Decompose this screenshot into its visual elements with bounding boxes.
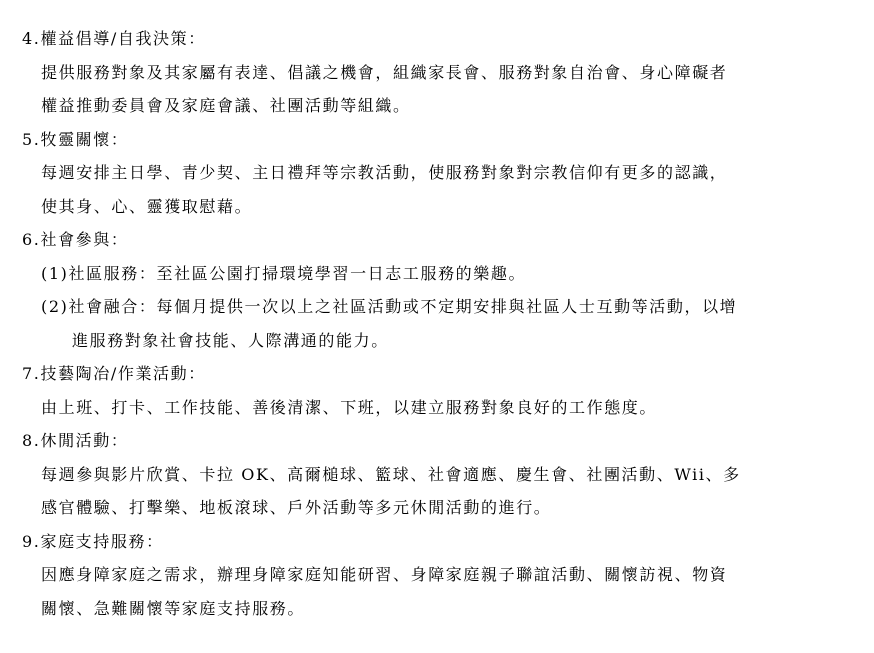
section-6-item-1: (1)社區服務：至社區公園打掃環境學習一日志工服務的樂趣。 — [41, 263, 527, 283]
section-heading-5: 5.牧靈關懷： — [22, 129, 129, 149]
section-6-item-2-continuation: 進服務對象社會技能、人際溝通的能力。 — [72, 330, 389, 350]
section-5-line-1: 每週安排主日學、青少契、主日禮拜等宗教活動，使服務對象對宗教信仰有更多的認識， — [41, 163, 728, 182]
section-4-line-2: 權益推動委員會及家庭會議、社團活動等組織。 — [41, 96, 411, 115]
section-9-line-1: 因應身障家庭之需求，辦理身障家庭知能研習、身障家庭親子聯誼活動、關懷訪視、物資 — [41, 565, 728, 584]
section-5-line-2: 使其身、心、靈獲取慰藉。 — [41, 196, 253, 216]
section-6-item-2: (2)社會融合：每個月提供一次以上之社區活動或不定期安排與社區人士互動等活動，以增 — [41, 297, 738, 316]
section-8-line-2: 感官體驗、打擊樂、地板滾球、戶外活動等多元休閒活動的進行。 — [41, 498, 552, 517]
section-heading-6: 6.社會參與： — [22, 230, 129, 249]
section-heading-7: 7.技藝陶冶/作業活動： — [22, 364, 206, 383]
section-7-line-1: 由上班、打卡、工作技能、善後清潔、下班，以建立服務對象良好的工作態度。 — [41, 397, 658, 417]
section-9-line-2: 關懷、急難關懷等家庭支持服務。 — [41, 598, 306, 618]
section-4-line-1: 提供服務對象及其家屬有表達、倡議之機會，組織家長會、服務對象自治會、身心障礙者 — [41, 62, 728, 82]
section-heading-9: 9.家庭支持服務： — [22, 531, 164, 551]
section-heading-4: 4.權益倡導/自我決策： — [22, 29, 206, 48]
section-heading-8: 8.休閒活動： — [22, 431, 129, 450]
section-8-line-1: 每週參與影片欣賞、卡拉 OK、高爾槌球、籃球、社會適應、慶生會、社團活動、Wii、多 — [41, 464, 741, 484]
